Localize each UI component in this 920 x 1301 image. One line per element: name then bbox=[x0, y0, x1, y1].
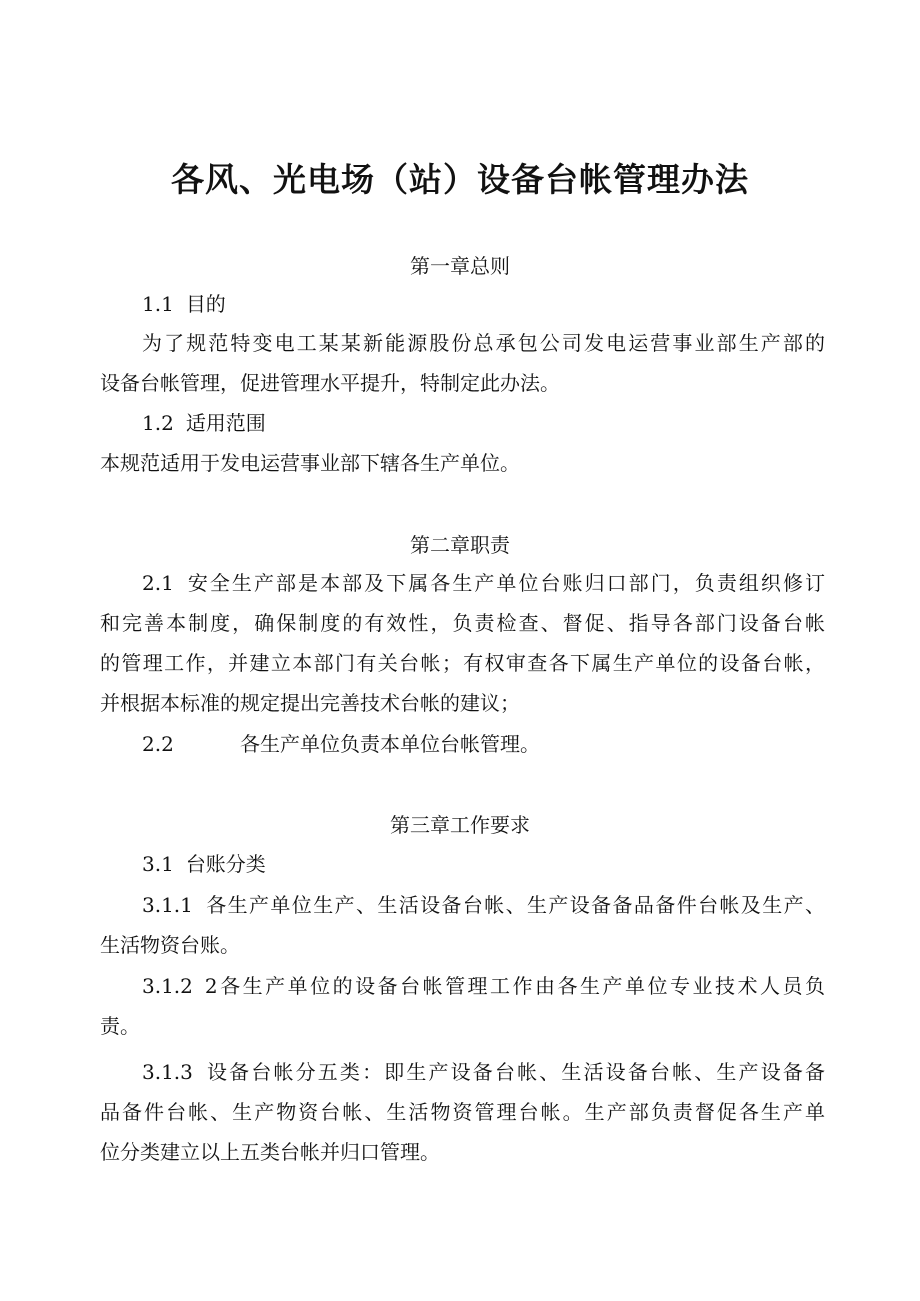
item-3-1-1-line bbox=[142, 890, 825, 920]
section-2-2-line bbox=[142, 729, 540, 759]
item-3-1-2-line bbox=[142, 971, 825, 1001]
item-number: 3.1.3 bbox=[142, 1060, 193, 1084]
section-number: 3.1 bbox=[142, 852, 174, 876]
paragraph-line: 生活物资台账。 bbox=[100, 933, 240, 957]
chapter-1-heading: 第一章总则 bbox=[410, 254, 510, 278]
paragraph-text: 安全生产部是本部及下属各生产单位台账归口部门，负责组织修订 bbox=[185, 571, 825, 595]
paragraph-line: 的管理工作，并建立本部门有关台帐；有权审查各下属生产单位的设备台帐， bbox=[100, 651, 825, 675]
section-2-1-line bbox=[142, 568, 825, 598]
chapter-2-heading: 第二章职责 bbox=[410, 533, 510, 557]
item-3-1-3-line bbox=[142, 1057, 825, 1087]
item-number: 3.1.2 bbox=[142, 974, 193, 998]
section-number: 1.2 bbox=[142, 411, 174, 435]
section-1-2-heading bbox=[142, 408, 266, 438]
section-title: 适用范围 bbox=[185, 411, 266, 435]
paragraph-line: 品备件台帐、生产物资台帐、生活物资管理台帐。生产部负责督促各生产单 bbox=[100, 1100, 825, 1124]
paragraph-text: 各生产单位生产、生活设备台帐、生产设备备品备件台帐及生产、 bbox=[204, 893, 825, 917]
document-title: 各风、光电场（站）设备台帐管理办法 bbox=[171, 160, 749, 199]
paragraph-line: 设备台帐管理，促进管理水平提升，特制定此办法。 bbox=[100, 371, 560, 395]
section-3-1-heading bbox=[142, 849, 266, 879]
section-1-1-heading bbox=[142, 289, 226, 319]
section-number: 2.1 bbox=[142, 571, 174, 595]
paragraph-text: 设备台帐分五类：即生产设备台帐、生活设备台帐、生产设备备 bbox=[204, 1060, 825, 1084]
item-number: 3.1.1 bbox=[142, 893, 193, 917]
chapter-3-heading: 第三章工作要求 bbox=[390, 813, 530, 837]
section-number: 1.1 bbox=[142, 292, 174, 316]
paragraph-line: 和完善本制度，确保制度的有效性，负责检查、督促、指导各部门设备台帐 bbox=[100, 611, 825, 635]
paragraph-text: 各生产单位负责本单位台帐管理。 bbox=[240, 732, 540, 756]
paragraph-line: 为了规范特变电工某某新能源股份总承包公司发电运营事业部生产部的 bbox=[142, 331, 825, 355]
section-number: 2.2 bbox=[142, 732, 174, 756]
section-title: 目的 bbox=[185, 292, 226, 316]
paragraph-line: 责。 bbox=[100, 1014, 140, 1038]
paragraph-line: 本规范适用于发电运营事业部下辖各生产单位。 bbox=[100, 451, 520, 475]
paragraph-text: 2各生产单位的设备台帐管理工作由各生产单位专业技术人员负 bbox=[204, 974, 825, 998]
paragraph-line: 并根据本标准的规定提出完善技术台帐的建议； bbox=[100, 691, 520, 715]
paragraph-line: 位分类建立以上五类台帐并归口管理。 bbox=[100, 1140, 440, 1164]
section-title: 台账分类 bbox=[185, 852, 266, 876]
